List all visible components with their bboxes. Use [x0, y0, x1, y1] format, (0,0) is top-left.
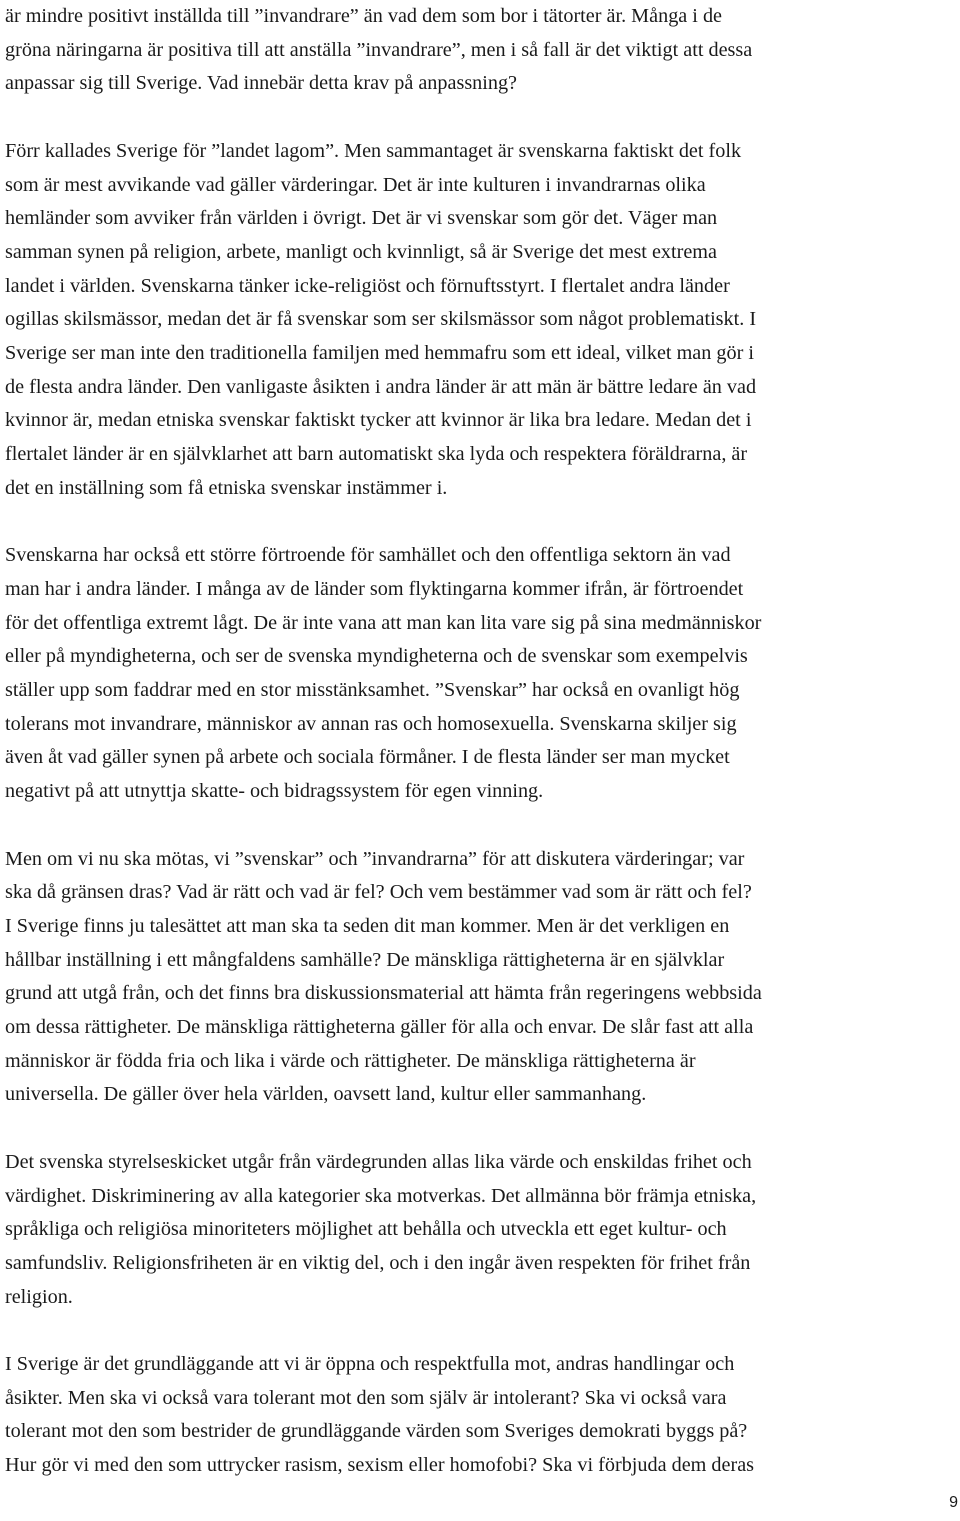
- text-line: Men om vi nu ska mötas, vi ”svenskar” och ”invandrarna” för att diskutera värderingar; var: [5, 847, 745, 870]
- text-line: religion.: [5, 1285, 73, 1308]
- text-line: hemländer som avviker från världen i övrigt. Det är vi svenskar som gör det. Väger man: [5, 207, 718, 230]
- text-line: Sverige ser man inte den traditionella familjen med hemmafru som ett ideal, vilket man gör i: [5, 342, 754, 365]
- paragraph: [5, 135, 957, 506]
- text-line: är mindre positivt inställda till ”invandrare” än vad dem som bor i tätorter är. Många i de: [5, 5, 723, 27]
- text-line: flertalet länder är en självklarhet att barn automatiskt ska lyda och respektera föräldrarna, är: [5, 443, 748, 466]
- document-page: [5, 0, 957, 1483]
- text-line: negativt på att utnyttja skatte- och bidragssystem för egen vinning.: [5, 780, 544, 803]
- text-line: som är mest avvikande vad gäller värderingar. Det är inte kulturen i invandrarnas olika: [5, 173, 706, 196]
- page-number: 9: [949, 1494, 958, 1511]
- text-line: universella. De gäller över hela världen, oavsett land, kultur eller sammanhang.: [5, 1083, 647, 1106]
- text-line: man har i andra länder. I många av de länder som flyktingarna kommer ifrån, är förtroendet: [5, 577, 744, 600]
- paragraph: [5, 1146, 957, 1315]
- text-line: de flesta andra länder. Den vanligaste åsikten i andra länder är att män är bättre ledare än vad: [5, 375, 757, 398]
- text-line: ställer upp som faddrar med en stor misstänksamhet. ”Svenskar” har också en ovanligt hög: [5, 679, 740, 702]
- text-line: tolerant mot den som bestrider de grundläggande värden som Sveriges demokrati byggs på?: [5, 1420, 748, 1443]
- paragraph: [5, 843, 957, 1113]
- text-line: hållbar inställning i ett mångfaldens samhälle? De mänskliga rättigheterna är en självklar: [5, 948, 725, 971]
- paragraph: [5, 539, 957, 809]
- text-line: anpassar sig till Sverige. Vad innebär detta krav på anpassning?: [5, 72, 518, 95]
- text-line: I Sverige är det grundläggande att vi är öppna och respektfulla mot, andras handlingar och: [5, 1353, 735, 1376]
- paragraph: [5, 1348, 957, 1483]
- text-line: landet i världen. Svenskarna tänker icke-religiöst och förnuftsstyrt. I flertalet andra länder: [5, 274, 730, 297]
- text-line: kvinnor är, medan etniska svenskar faktiskt tycker att kvinnor är lika bra ledare. Medan det i: [5, 409, 752, 432]
- text-line: även åt vad gäller synen på arbete och sociala förmåner. I de flesta länder ser man mycket: [5, 746, 730, 769]
- text-line: gröna näringarna är positiva till att anställa ”invandrare”, men i så fall är det viktigt att dessa: [5, 38, 753, 61]
- text-line: Förr kallades Sverige för ”landet lagom”. Men sammantaget är svenskarna faktiskt det folk: [5, 139, 742, 162]
- paragraph: [5, 0, 957, 101]
- text-line: det en inställning som få etniska svenskar instämmer i.: [5, 476, 448, 499]
- text-line: eller på myndigheterna, och ser de svenska myndigheterna och de svenskar som exempelvis: [5, 645, 748, 668]
- text-line: Det svenska styrelseskicket utgår från värdegrunden allas lika värde och enskildas frihet och: [5, 1150, 752, 1173]
- text-line: grund att utgå från, och det finns bra diskussionsmaterial att hämta från regeringens webbsida: [5, 982, 762, 1005]
- text-line: språkliga och religiösa minoriteters möjlighet att behålla och utveckla ett eget kultur- och: [5, 1218, 727, 1241]
- text-line: ogillas skilsmässor, medan det är få svenskar som ser skilsmässor som något problematiskt. I: [5, 308, 757, 331]
- text-line: I Sverige finns ju talesättet att man ska ta seden dit man kommer. Men är det verkligen en: [5, 914, 730, 937]
- text-line: tolerans mot invandrare, människor av annan ras och homosexuella. Svenskarna skiljer sig: [5, 712, 737, 735]
- text-line: åsikter. Men ska vi också vara tolerant mot den som själv är intolerant? Ska vi också vara: [5, 1386, 727, 1409]
- text-line: Hur gör vi med den som uttrycker rasism, sexism eller homofobi? Ska vi förbjuda dem deras: [5, 1454, 755, 1477]
- text-line: för det offentliga extremt lågt. De är inte vana att man kan lita vare sig på sina medmänniskor: [5, 611, 762, 634]
- text-line: samfundsliv. Religionsfriheten är en viktig del, och i den ingår även respekten för frihet från: [5, 1251, 751, 1274]
- text-line: värdighet. Diskriminering av alla kategorier ska motverkas. Det allmänna bör främja etniska,: [5, 1184, 757, 1207]
- text-line: Svenskarna har också ett större förtroende för samhället och den offentliga sektorn än vad: [5, 544, 731, 567]
- text-line: ska då gränsen dras? Vad är rätt och vad är fel? Och vem bestämmer vad som är rätt och fel?: [5, 881, 752, 904]
- text-line: samman synen på religion, arbete, manligt och kvinnligt, så är Sverige det mest extrema: [5, 240, 717, 263]
- text-line: om dessa rättigheter. De mänskliga rättigheterna gäller för alla och envar. De slår fast att alla: [5, 1016, 754, 1039]
- text-line: människor är födda fria och lika i värde och rättigheter. De mänskliga rättigheterna är: [5, 1049, 696, 1072]
